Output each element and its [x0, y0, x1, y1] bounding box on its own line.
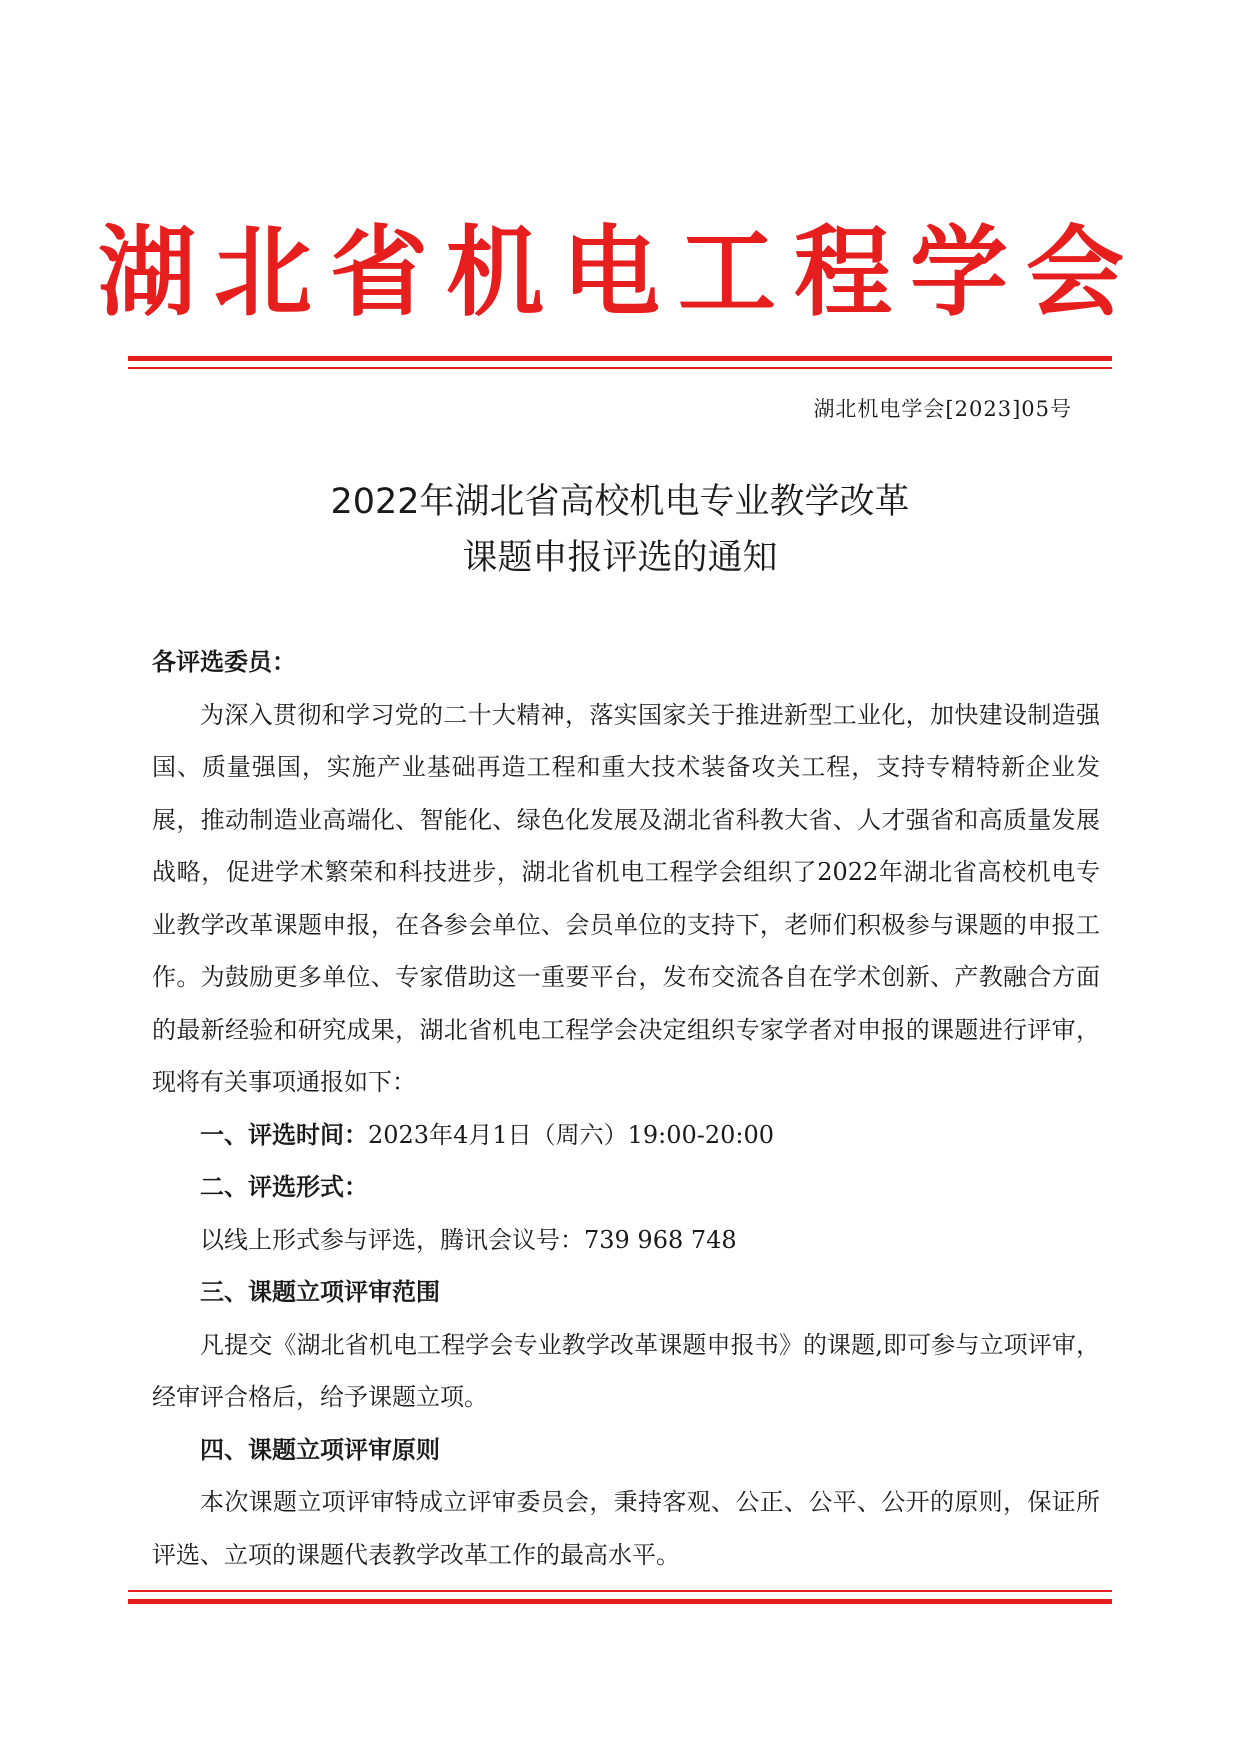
header-divider-thin [128, 367, 1112, 369]
section-form-body: 以线上形式参与评选，腾讯会议号：739 968 748 [200, 1225, 737, 1254]
section-form-heading: 二、评选形式： [200, 1173, 368, 1201]
section-time-value: 2023年4月1日（周六）19:00-20:00 [368, 1120, 775, 1149]
section-time-label: 一、评选时间： [200, 1120, 368, 1149]
document-title-line2: 课题申报评选的通知 [462, 538, 778, 578]
section-principle-heading: 四、课题立项评审原则 [200, 1435, 440, 1464]
section-time [152, 1109, 1100, 1162]
document-title-line1: 2022年湖北省高校机电专业教学改革 [330, 482, 910, 522]
section-scope-heading: 三、课题立项评审范围 [200, 1278, 440, 1306]
section-scope-body: 凡提交《湖北省机电工程学会专业教学改革课题申报书》的课题,即可参与立项评审，经审评合格后，给予课题立项。 [152, 1330, 1100, 1411]
footer-divider-thin [128, 1590, 1112, 1592]
intro-paragraph: 为深入贯彻和学习党的二十大精神，落实国家关于推进新型工业化，加快建设制造强国、质量强国，实施产业基础再造工程和重大技术装备攻关工程，支持专精特新企业发展，推动制造业高端化、智能化、绿色化发展及湖北省科教大省、人才强省和高质量发展战略，促进学术繁荣和科技进步，湖北省机电工程学会组织了2022年湖北省高校机电专业教学改革课题申报，在各参会单位、会员单位的支持下，老师们积极参与课题的申报工作。为鼓励更多单位、专家借助这一重要平台，发布交流各自在学术创新、产教融合方面的最新经验和研究成果，湖北省机电工程学会决定组织专家学者对申报的课题进行评审，现将有关事项通报如下： [152, 700, 1100, 1096]
footer-divider-thick [128, 1599, 1112, 1604]
salutation: 各评选委员： [152, 648, 296, 676]
header-divider [128, 356, 1112, 369]
section-principle-body: 本次课题立项评审特成立评审委员会，秉持客观、公正、公平、公开的原则，保证所评选、立项的课题代表教学改革工作的最高水平。 [152, 1488, 1100, 1569]
footer-divider [128, 1590, 1112, 1604]
document-number: 湖北机电学会[2023]05号 [813, 397, 1072, 421]
document-title [0, 474, 1240, 586]
masthead-title: 湖北省机电工程学会 [97, 216, 1142, 330]
document-body [152, 636, 1100, 1581]
header-divider-thick [128, 356, 1112, 361]
